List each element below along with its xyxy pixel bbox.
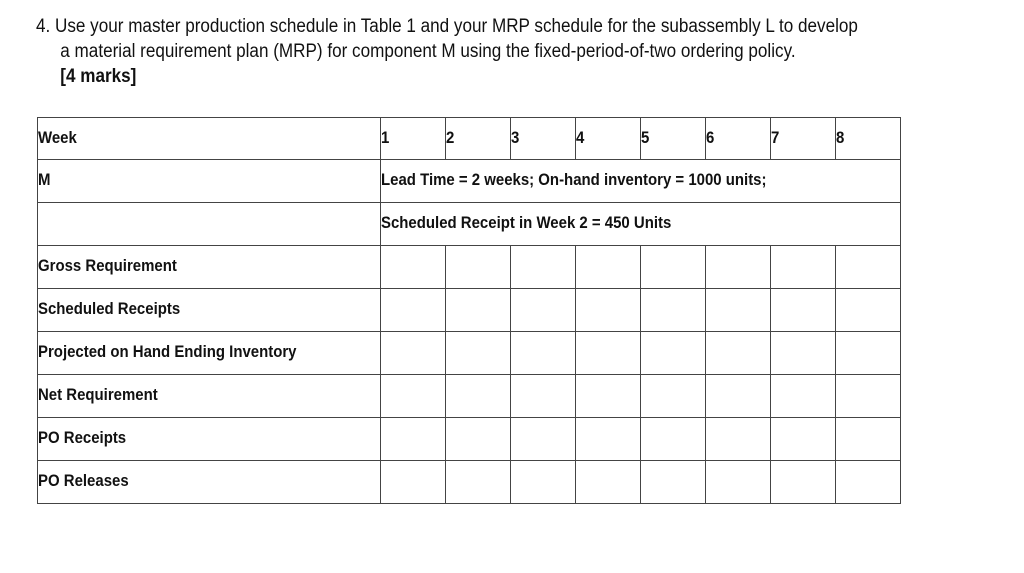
row-label: Projected on Hand Ending Inventory	[38, 342, 297, 361]
value-cell[interactable]	[511, 246, 576, 289]
value-cell[interactable]	[836, 375, 901, 418]
row-label: Net Requirement	[38, 385, 158, 404]
value-cell[interactable]	[641, 246, 706, 289]
question-line-2: a material requirement plan (MRP) for component M using the fixed-period-of-two ordering policy.	[60, 41, 796, 62]
table-row	[38, 418, 901, 461]
value-cell[interactable]	[381, 246, 446, 289]
question-marks: [4 marks]	[60, 66, 137, 87]
value-cell[interactable]	[706, 375, 771, 418]
value-cell[interactable]	[576, 332, 641, 375]
value-cell[interactable]	[706, 289, 771, 332]
value-cell[interactable]	[381, 289, 446, 332]
week-number: 8	[836, 128, 845, 147]
scheduled-receipt-text: Scheduled Receipt in Week 2 = 450 Units	[381, 213, 672, 232]
question-line-1: 4. Use your master production schedule in Table 1 and your MRP schedule for the subassembly L to develop	[36, 16, 858, 37]
value-cell[interactable]	[511, 289, 576, 332]
table-row	[38, 461, 901, 504]
week-number: 5	[641, 128, 650, 147]
row-label-cell	[38, 418, 381, 461]
table-header-row	[38, 118, 901, 160]
value-cell[interactable]	[446, 375, 511, 418]
week-cell	[641, 118, 706, 160]
week-number: 1	[381, 128, 390, 147]
value-cell[interactable]	[771, 246, 836, 289]
value-cell[interactable]	[771, 289, 836, 332]
table-row	[38, 289, 901, 332]
row-label: PO Receipts	[38, 428, 127, 447]
scheduled-receipt-info-row	[38, 203, 901, 246]
value-cell[interactable]	[381, 461, 446, 504]
row-label-cell	[38, 246, 381, 289]
value-cell[interactable]	[836, 289, 901, 332]
value-cell[interactable]	[511, 332, 576, 375]
row-label: Scheduled Receipts	[38, 299, 181, 318]
value-cell[interactable]	[641, 332, 706, 375]
row-label-cell	[38, 461, 381, 504]
value-cell[interactable]	[381, 418, 446, 461]
week-number: 3	[511, 128, 520, 147]
header-label-cell	[38, 118, 381, 160]
value-cell[interactable]	[511, 375, 576, 418]
value-cell[interactable]	[381, 332, 446, 375]
week-number: 2	[446, 128, 455, 147]
week-cell	[706, 118, 771, 160]
value-cell[interactable]	[641, 461, 706, 504]
mrp-table	[37, 117, 901, 504]
item-label-cell	[38, 160, 381, 203]
lead-time-text: Lead Time = 2 weeks; On-hand inventory = 1000 units;	[381, 170, 767, 189]
week-number: 4	[576, 128, 585, 147]
value-cell[interactable]	[576, 246, 641, 289]
table-row	[38, 375, 901, 418]
value-cell[interactable]	[446, 289, 511, 332]
item-label: M	[38, 170, 51, 189]
week-cell	[836, 118, 901, 160]
value-cell[interactable]	[836, 246, 901, 289]
value-cell[interactable]	[381, 375, 446, 418]
value-cell[interactable]	[511, 461, 576, 504]
value-cell[interactable]	[641, 418, 706, 461]
value-cell[interactable]	[836, 461, 901, 504]
row-label: Gross Requirement	[38, 256, 177, 275]
question-text	[36, 14, 900, 89]
table-row	[38, 332, 901, 375]
week-number: 7	[771, 128, 780, 147]
value-cell[interactable]	[576, 461, 641, 504]
value-cell[interactable]	[446, 461, 511, 504]
table-row	[38, 246, 901, 289]
value-cell[interactable]	[446, 418, 511, 461]
value-cell[interactable]	[576, 289, 641, 332]
value-cell[interactable]	[836, 332, 901, 375]
value-cell[interactable]	[706, 332, 771, 375]
value-cell[interactable]	[641, 289, 706, 332]
value-cell[interactable]	[576, 375, 641, 418]
value-cell[interactable]	[771, 332, 836, 375]
value-cell[interactable]	[641, 375, 706, 418]
empty-label-cell	[38, 203, 381, 246]
week-cell	[381, 118, 446, 160]
week-cell	[771, 118, 836, 160]
value-cell[interactable]	[706, 246, 771, 289]
item-info-row	[38, 160, 901, 203]
value-cell[interactable]	[771, 375, 836, 418]
value-cell[interactable]	[446, 332, 511, 375]
row-label-cell	[38, 375, 381, 418]
value-cell[interactable]	[446, 246, 511, 289]
week-cell	[576, 118, 641, 160]
row-label-cell	[38, 289, 381, 332]
value-cell[interactable]	[836, 418, 901, 461]
item-info-cell	[381, 160, 901, 203]
value-cell[interactable]	[771, 461, 836, 504]
row-label: PO Releases	[38, 471, 129, 490]
header-label: Week	[38, 128, 77, 147]
week-cell	[446, 118, 511, 160]
scheduled-receipt-info-cell	[381, 203, 901, 246]
value-cell[interactable]	[771, 418, 836, 461]
row-label-cell	[38, 332, 381, 375]
value-cell[interactable]	[706, 461, 771, 504]
value-cell[interactable]	[576, 418, 641, 461]
week-cell	[511, 118, 576, 160]
week-number: 6	[706, 128, 715, 147]
value-cell[interactable]	[706, 418, 771, 461]
value-cell[interactable]	[511, 418, 576, 461]
